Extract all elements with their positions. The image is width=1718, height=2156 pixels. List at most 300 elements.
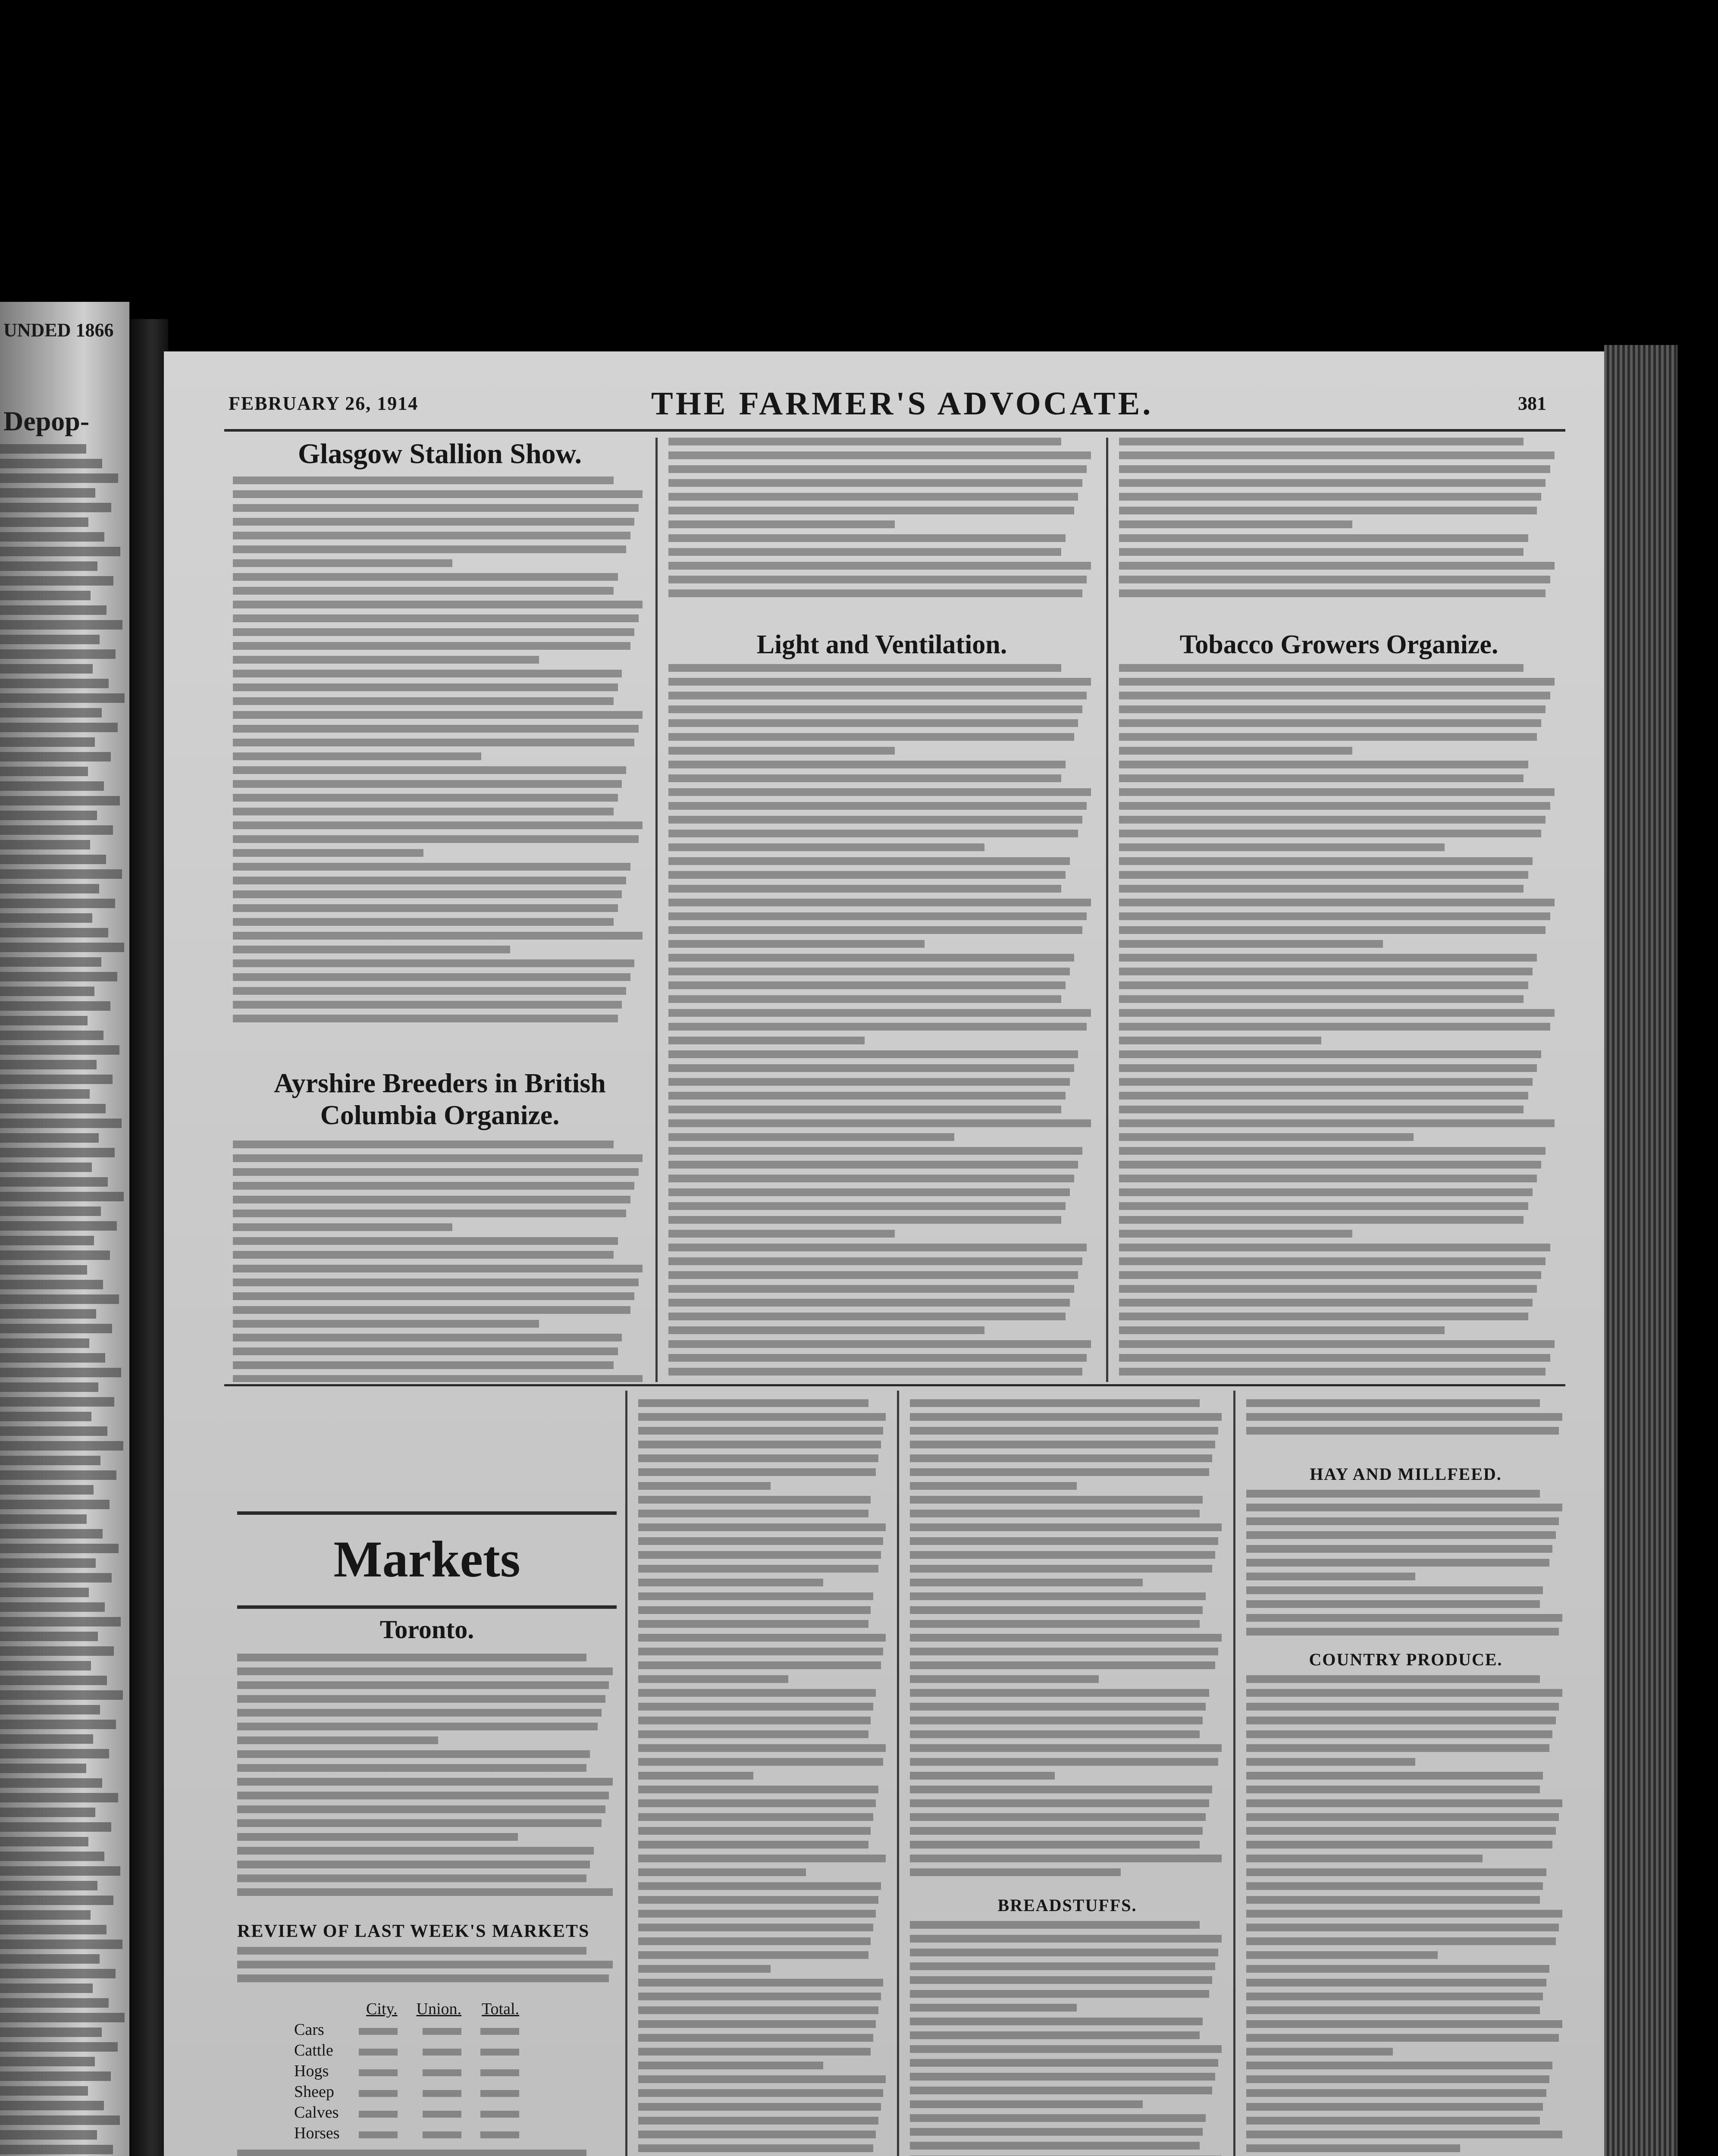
column-rule <box>625 1391 627 2156</box>
text-line <box>638 1537 883 1545</box>
text-line <box>0 1661 91 1670</box>
text-line <box>668 843 984 851</box>
text-line <box>1119 1037 1321 1044</box>
text-line <box>0 737 95 747</box>
text-line <box>0 1720 116 1729</box>
text-line <box>910 1868 1121 1876</box>
text-line <box>233 1196 630 1203</box>
text-line <box>0 2057 95 2066</box>
text-line <box>1119 857 1533 865</box>
text-line <box>1119 507 1537 514</box>
text-line <box>910 1413 1222 1421</box>
text-line <box>1119 899 1555 906</box>
text-line <box>638 2075 886 2083</box>
text-line <box>233 766 626 774</box>
text-line <box>233 780 622 788</box>
text-line <box>1246 1689 1562 1697</box>
text-line <box>1119 1175 1537 1182</box>
text-line <box>0 635 100 644</box>
text-line <box>1119 589 1546 597</box>
text-line <box>0 796 120 805</box>
text-line <box>0 1192 124 1201</box>
article-heading-light: Light and Ventilation. <box>756 630 1007 659</box>
text-line <box>1246 1600 1540 1608</box>
text-line <box>638 2020 876 2028</box>
text-line <box>0 1998 109 2008</box>
text-line <box>0 1602 105 1612</box>
table-cell <box>471 2019 529 2040</box>
table-cell <box>407 2081 471 2102</box>
text-line <box>233 752 481 760</box>
text-line <box>237 1833 518 1841</box>
issue-date: FEBRUARY 26, 1914 <box>229 393 419 414</box>
text-line <box>0 972 117 981</box>
text-line <box>1119 548 1524 556</box>
text-line <box>638 2117 878 2125</box>
text-line <box>668 1230 895 1238</box>
text-line <box>910 1990 1209 1998</box>
text-line <box>638 1772 753 1780</box>
text-line <box>233 1292 634 1300</box>
text-line <box>233 1279 639 1286</box>
text-line <box>668 1078 1070 1086</box>
text-line <box>1246 2131 1562 2138</box>
text-line <box>0 1910 91 1920</box>
text-line <box>668 912 1087 920</box>
text-line <box>0 987 94 996</box>
heading-line: Columbia Organize. <box>320 1100 560 1130</box>
row-label: Hogs <box>294 2062 329 2080</box>
text-line <box>910 1935 1222 1943</box>
text-line <box>1246 2103 1543 2111</box>
text-line <box>638 2062 823 2069</box>
text-line <box>1246 1951 1438 1959</box>
text-line <box>1119 1340 1555 1348</box>
text-line <box>1246 1545 1552 1553</box>
text-line <box>638 1758 883 1766</box>
text-line <box>668 1133 954 1141</box>
text-line <box>668 995 1061 1003</box>
text-line <box>233 1348 618 1355</box>
table-row <box>285 2019 529 2040</box>
text-line <box>910 1551 1215 1559</box>
receipts-table-current <box>285 1999 529 2143</box>
text-line <box>638 1951 868 1959</box>
text-line <box>1119 664 1524 672</box>
row-label: Horses <box>294 2124 340 2142</box>
text-line <box>1119 1106 1524 1113</box>
text-line <box>233 1375 643 1382</box>
text-line <box>668 719 1078 727</box>
text-line <box>1119 774 1524 782</box>
text-line <box>668 1285 1074 1293</box>
text-line <box>910 1537 1218 1545</box>
article-text-light-cont <box>1119 438 1559 602</box>
table-cell <box>407 2123 471 2143</box>
text-line <box>638 1813 873 1821</box>
text-line <box>638 1565 878 1573</box>
text-line <box>0 1793 118 1802</box>
text-line <box>668 747 895 755</box>
text-line <box>1119 719 1541 727</box>
page-number: 381 <box>1518 393 1546 414</box>
country-produce-heading: COUNTRY PRODUCE. <box>1309 1650 1503 1669</box>
text-line <box>237 1961 613 1968</box>
article-text-officers <box>668 438 1095 602</box>
text-line <box>1119 479 1546 487</box>
text-line <box>910 1799 1209 1807</box>
text-line <box>1119 1299 1533 1307</box>
text-line <box>638 1730 868 1738</box>
text-line <box>1119 1326 1445 1334</box>
text-line <box>0 1822 111 1832</box>
text-line <box>668 830 1078 837</box>
row-label: Sheep <box>294 2083 334 2101</box>
text-line <box>233 601 643 608</box>
text-line <box>638 1744 886 1752</box>
text-line <box>910 2142 1200 2150</box>
text-line <box>668 899 1091 906</box>
text-line <box>910 1703 1206 1711</box>
header-rule <box>224 429 1565 432</box>
text-line <box>0 1808 95 1817</box>
text-line <box>638 1786 878 1793</box>
text-line <box>638 1634 886 1642</box>
breadstuffs-heading: BREADSTUFFS. <box>997 1896 1137 1915</box>
text-line <box>0 1749 109 1758</box>
text-line <box>233 1154 643 1162</box>
table-cell <box>407 2019 471 2040</box>
text-line <box>910 2128 1203 2136</box>
text-line <box>0 943 124 952</box>
text-line <box>668 1354 1087 1362</box>
text-line <box>233 545 626 553</box>
text-line <box>638 1468 876 1476</box>
text-line <box>0 1544 119 1553</box>
text-line <box>0 488 95 498</box>
text-line <box>0 2086 88 2096</box>
text-line <box>638 1993 881 2000</box>
text-line <box>237 1723 598 1730</box>
breadstuffs-text <box>910 1921 1225 2156</box>
markets-banner <box>237 1511 617 1609</box>
text-line <box>1246 1717 1556 1724</box>
text-line <box>1246 1744 1549 1752</box>
text-line <box>638 2144 873 2152</box>
prices-text <box>1246 1399 1565 1442</box>
text-line <box>0 1852 104 1861</box>
text-line <box>1119 1244 1550 1251</box>
text-line <box>0 1221 117 1231</box>
text-line <box>668 733 1074 741</box>
text-line <box>1119 1078 1533 1086</box>
text-line <box>1246 1841 1552 1849</box>
text-line <box>1246 1772 1543 1780</box>
text-line <box>910 1510 1200 1517</box>
text-line <box>0 1573 112 1583</box>
text-line <box>668 788 1091 796</box>
text-line <box>233 504 639 512</box>
text-line <box>233 1001 622 1009</box>
text-line <box>233 518 634 526</box>
text-line <box>1246 2089 1546 2097</box>
text-line <box>0 1837 88 1846</box>
livestock-text <box>910 1399 1225 1882</box>
markets-title: Markets <box>333 1530 520 1588</box>
text-line <box>237 1695 605 1703</box>
text-line <box>668 1313 1066 1320</box>
table-cell <box>407 2102 471 2123</box>
text-line <box>0 1485 94 1495</box>
text-line <box>233 918 614 926</box>
text-line <box>0 1163 92 1172</box>
text-line <box>0 1940 122 1949</box>
text-line <box>1246 1730 1552 1738</box>
text-line <box>638 1979 883 1987</box>
text-line <box>237 1974 609 1982</box>
text-line <box>1119 678 1555 686</box>
table-header: City. <box>366 2000 398 2018</box>
text-line <box>638 1496 871 1504</box>
text-line <box>0 2013 125 2022</box>
text-line <box>233 532 630 539</box>
text-line <box>638 1579 823 1586</box>
text-line <box>668 926 1082 934</box>
text-line <box>0 503 111 512</box>
text-line <box>638 1661 881 1669</box>
text-line <box>237 1888 613 1896</box>
table-row <box>285 2102 529 2123</box>
text-line <box>0 1338 89 1348</box>
table-cell <box>471 2102 529 2123</box>
text-line <box>668 981 1066 989</box>
text-line <box>638 1799 876 1807</box>
text-line <box>1246 1675 1540 1683</box>
text-line <box>668 1050 1078 1058</box>
text-line <box>1119 926 1546 934</box>
text-line <box>638 2048 871 2056</box>
text-line <box>910 1468 1209 1476</box>
text-line <box>233 794 618 802</box>
book-gutter <box>129 319 168 2156</box>
text-line <box>1119 1285 1537 1293</box>
left-facing-page <box>0 302 129 2156</box>
text-line <box>910 1454 1212 1462</box>
text-line <box>0 1764 86 1773</box>
text-line <box>910 1592 1206 1600</box>
text-line <box>1119 705 1546 713</box>
text-line <box>0 1778 102 1788</box>
text-line <box>0 781 104 791</box>
text-line <box>668 954 1074 962</box>
text-line <box>668 507 1074 514</box>
text-line <box>910 1855 1222 1862</box>
cattle-market-text <box>638 1399 888 2156</box>
text-line <box>1246 1559 1549 1567</box>
text-line <box>0 1236 94 1245</box>
text-line <box>668 802 1087 810</box>
text-line <box>1119 1023 1550 1031</box>
text-line <box>1246 1413 1562 1421</box>
text-line <box>0 605 107 615</box>
table-cell <box>471 2123 529 2143</box>
text-line <box>1246 2144 1460 2152</box>
toronto-heading: Toronto. <box>379 1615 474 1644</box>
text-line <box>668 1023 1087 1031</box>
text-line <box>1119 1009 1555 1017</box>
text-line <box>1119 451 1555 459</box>
text-line <box>237 1709 602 1717</box>
text-line <box>910 1675 1099 1683</box>
text-line <box>668 761 1066 768</box>
text-line <box>910 1661 1215 1669</box>
text-line <box>1246 1910 1562 1918</box>
text-line <box>668 1271 1078 1279</box>
text-line <box>233 1361 614 1369</box>
table-cell <box>349 2102 407 2123</box>
article-text-ayrshire <box>233 1141 647 1382</box>
text-line <box>1119 747 1352 755</box>
text-line <box>233 725 639 733</box>
text-line <box>910 2004 1077 2012</box>
text-line <box>233 821 643 829</box>
text-line <box>0 1309 96 1319</box>
text-line <box>1246 1924 1559 1931</box>
text-line <box>910 1827 1203 1835</box>
text-line <box>668 705 1082 713</box>
text-line <box>0 1896 113 1905</box>
text-line <box>0 1089 90 1099</box>
text-line <box>668 1037 865 1044</box>
text-line <box>910 1565 1212 1573</box>
text-line <box>233 573 618 581</box>
article-heading-glasgow: Glasgow Stallion Show. <box>298 438 582 470</box>
text-line <box>910 2045 1222 2053</box>
text-line <box>0 547 120 556</box>
text-line <box>0 913 92 923</box>
text-line <box>233 628 634 636</box>
text-line <box>0 1060 97 1069</box>
text-line <box>668 1106 1061 1113</box>
text-line <box>910 1523 1222 1531</box>
text-line <box>1119 1368 1546 1376</box>
text-line <box>233 559 452 567</box>
text-line <box>910 1921 1200 1929</box>
text-line <box>237 1805 605 1813</box>
text-line <box>233 946 510 953</box>
table-cell <box>349 2081 407 2102</box>
text-line <box>233 808 614 815</box>
text-line <box>0 1646 114 1656</box>
text-line <box>668 1257 1082 1265</box>
masthead-title: THE FARMER'S ADVOCATE. <box>651 385 1154 422</box>
text-line <box>0 1441 123 1451</box>
text-line <box>668 1368 1082 1376</box>
text-line <box>0 1324 112 1333</box>
text-line <box>1246 2006 1540 2014</box>
text-line <box>638 1675 788 1683</box>
text-line <box>638 1648 883 1655</box>
text-line <box>1119 968 1533 975</box>
text-line <box>910 1634 1222 1642</box>
text-line <box>1246 1855 1483 1862</box>
table-cell <box>349 2040 407 2061</box>
text-line <box>1119 1092 1528 1100</box>
text-line <box>1119 1216 1524 1224</box>
text-line <box>0 899 115 908</box>
text-line <box>233 835 639 843</box>
text-line <box>237 1847 594 1855</box>
text-line <box>1119 1161 1541 1169</box>
text-line <box>0 1031 103 1040</box>
text-line <box>638 2006 878 2014</box>
text-line <box>237 1736 438 1744</box>
text-line <box>668 871 1066 879</box>
text-line <box>1119 1354 1550 1362</box>
text-line <box>638 1413 886 1421</box>
text-line <box>668 968 1070 975</box>
text-line <box>910 1730 1200 1738</box>
review-heading: REVIEW OF LAST WEEK'S MARKETS <box>237 1921 590 1941</box>
text-line <box>1246 1703 1559 1711</box>
text-line <box>0 1265 87 1275</box>
text-line <box>1246 1586 1543 1594</box>
text-line <box>237 1861 590 1868</box>
text-line <box>1246 1896 1540 1904</box>
text-line <box>233 1334 622 1341</box>
table-cell <box>471 2040 529 2061</box>
text-line <box>910 1579 1143 1586</box>
text-line <box>1119 761 1528 768</box>
text-line <box>638 1482 771 1490</box>
text-line <box>0 1734 93 1744</box>
text-line <box>668 816 1082 824</box>
text-line <box>0 2130 97 2140</box>
text-line <box>233 1168 639 1176</box>
table-row <box>285 2081 529 2102</box>
review-text <box>237 1947 617 1990</box>
text-line <box>0 2028 102 2037</box>
text-line <box>638 1910 876 1918</box>
text-line <box>0 1676 107 1685</box>
text-line <box>0 855 106 864</box>
text-line <box>638 1399 868 1407</box>
text-line <box>638 1441 881 1448</box>
text-line <box>1119 465 1550 473</box>
text-line <box>910 2073 1215 2081</box>
text-line <box>638 1689 876 1697</box>
text-line <box>910 1949 1218 1956</box>
text-line <box>237 2150 586 2156</box>
text-line <box>638 2034 873 2042</box>
text-line <box>0 1954 100 1964</box>
text-line <box>0 1206 101 1216</box>
text-line <box>233 932 643 940</box>
text-line <box>668 857 1070 865</box>
table-cell <box>407 2040 471 2061</box>
text-line <box>0 1690 123 1700</box>
table-cell <box>471 2081 529 2102</box>
text-line <box>1119 954 1537 962</box>
text-line <box>910 2100 1143 2108</box>
text-line <box>1246 1882 1543 1890</box>
text-line <box>1119 1202 1528 1210</box>
text-line <box>0 869 122 879</box>
text-line <box>0 884 99 893</box>
text-line <box>0 517 88 527</box>
text-line <box>910 1441 1215 1448</box>
text-line <box>233 683 618 691</box>
